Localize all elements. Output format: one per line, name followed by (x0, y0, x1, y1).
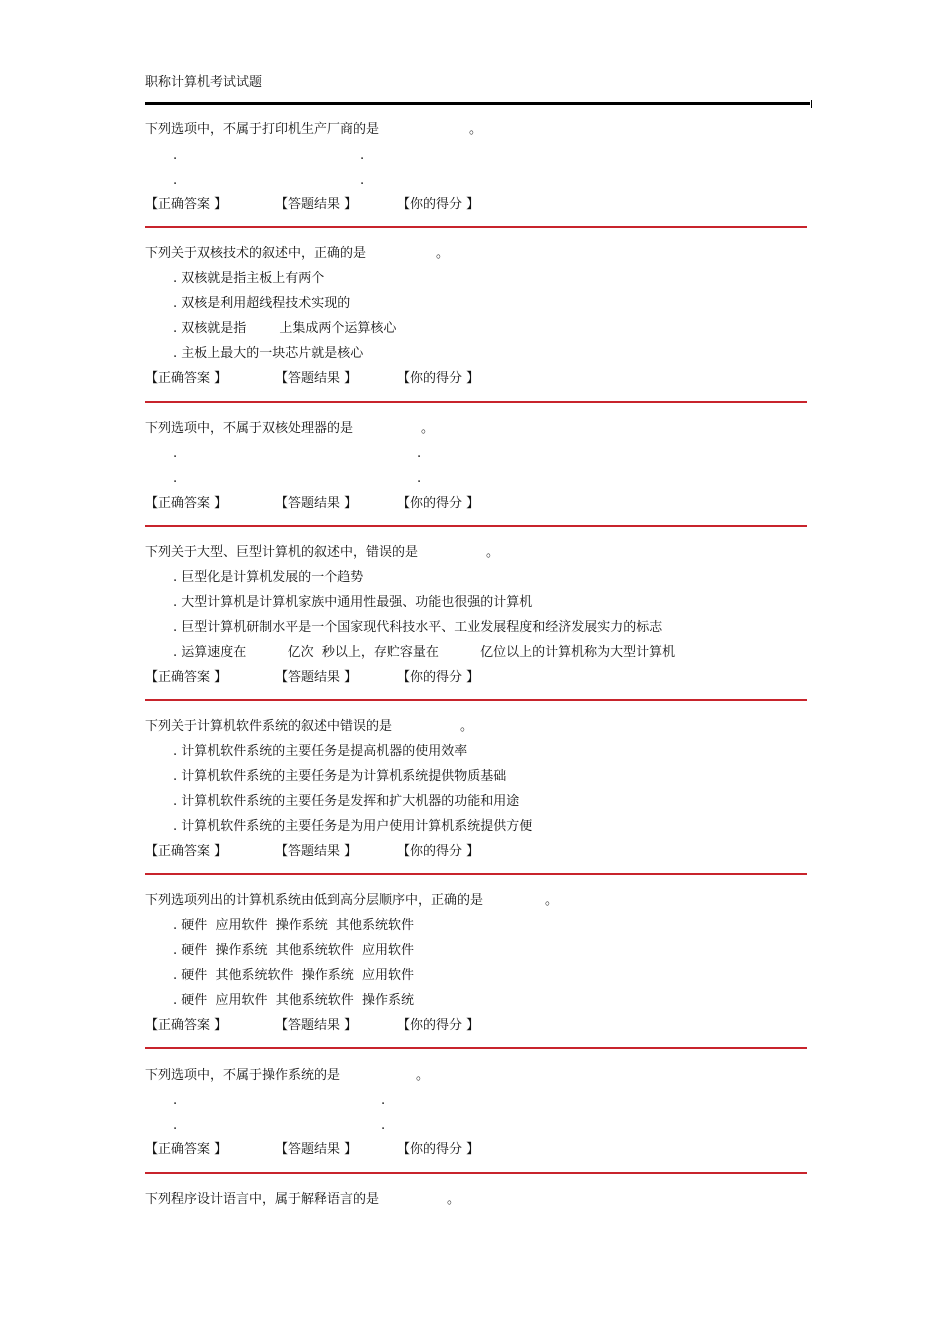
option-d[interactable]: . 运算速度在 亿次 秒以上，存贮容量在 亿位以上的计算机称为大型计算机 (173, 645, 676, 660)
option-b[interactable]: . 计算机软件系统的主要任务是为计算机系统提供物质基础 (173, 769, 507, 784)
score-label: 【你的得分 】 (397, 1018, 480, 1033)
question-stem: 下列程序设计语言中，属于解释语言的是 。 (145, 1192, 461, 1207)
option-d[interactable]: . (360, 173, 365, 188)
score-label: 【你的得分 】 (397, 197, 480, 212)
score-label: 【你的得分 】 (397, 844, 480, 859)
question-stem: 下列选项列出的计算机系统由低到高分层顺序中，正确的是 。 (145, 893, 559, 908)
separator-rule (145, 226, 807, 228)
correct-answer-label: 【正确答案 】 (145, 670, 228, 685)
score-label: 【你的得分 】 (397, 371, 480, 386)
option-b[interactable]: . (381, 1093, 386, 1108)
answer-result-label: 【答题结果 】 (275, 1142, 358, 1157)
separator-rule (145, 1172, 807, 1174)
question-stem: 下列关于计算机软件系统的叙述中错误的是 。 (145, 719, 474, 734)
option-b[interactable]: . 双核是利用超线程技术实现的 (173, 296, 351, 311)
option-c[interactable]: . (173, 173, 178, 188)
option-c[interactable]: . (173, 1118, 178, 1133)
option-c[interactable]: . 硬件 其他系统软件 操作系统 应用软件 (173, 968, 415, 983)
header-rule (145, 102, 810, 105)
separator-rule (145, 1047, 807, 1049)
header-title: 职称计算机考试试题 (145, 75, 263, 90)
answer-result-label: 【答题结果 】 (275, 371, 358, 386)
correct-answer-label: 【正确答案 】 (145, 844, 228, 859)
correct-answer-label: 【正确答案 】 (145, 371, 228, 386)
question-stem: 下列关于双核技术的叙述中，正确的是 。 (145, 246, 450, 261)
correct-answer-label: 【正确答案 】 (145, 197, 228, 212)
option-c[interactable]: . 计算机软件系统的主要任务是发挥和扩大机器的功能和用途 (173, 794, 520, 809)
option-a[interactable]: . 双核就是指主板上有两个 (173, 271, 325, 286)
option-a[interactable]: . (173, 148, 178, 163)
answer-result-label: 【答题结果 】 (275, 1018, 358, 1033)
option-d[interactable]: . 主板上最大的一块芯片就是核心 (173, 346, 364, 361)
option-b[interactable]: . 硬件 操作系统 其他系统软件 应用软件 (173, 943, 415, 958)
option-d[interactable]: . 计算机软件系统的主要任务是为用户使用计算机系统提供方便 (173, 819, 533, 834)
answer-result-label: 【答题结果 】 (275, 844, 358, 859)
correct-answer-label: 【正确答案 】 (145, 1142, 228, 1157)
score-label: 【你的得分 】 (397, 1142, 480, 1157)
option-d[interactable]: . 硬件 应用软件 其他系统软件 操作系统 (173, 993, 415, 1008)
option-d[interactable]: . (417, 471, 422, 486)
option-a[interactable]: . (173, 446, 178, 461)
option-c[interactable]: . 巨型计算机研制水平是一个国家现代科技水平、工业发展程度和经济发展实力的标志 (173, 620, 663, 635)
option-a[interactable]: . (173, 1093, 178, 1108)
option-d[interactable]: . (381, 1118, 386, 1133)
option-c[interactable]: . (173, 471, 178, 486)
option-a[interactable]: . 巨型化是计算机发展的一个趋势 (173, 570, 364, 585)
correct-answer-label: 【正确答案 】 (145, 1018, 228, 1033)
answer-result-label: 【答题结果 】 (275, 496, 358, 511)
score-label: 【你的得分 】 (397, 496, 480, 511)
question-stem: 下列选项中，不属于双核处理器的是 。 (145, 421, 435, 436)
option-b[interactable]: . (417, 446, 422, 461)
separator-rule (145, 525, 807, 527)
score-label: 【你的得分 】 (397, 670, 480, 685)
answer-result-label: 【答题结果 】 (275, 197, 358, 212)
question-stem: 下列选项中，不属于操作系统的是 。 (145, 1068, 430, 1083)
option-b[interactable]: . (360, 148, 365, 163)
answer-result-label: 【答题结果 】 (275, 670, 358, 685)
option-c[interactable]: . 双核就是指 上集成两个运算核心 (173, 321, 397, 336)
option-a[interactable]: . 硬件 应用软件 操作系统 其他系统软件 (173, 918, 415, 933)
separator-rule (145, 401, 807, 403)
question-stem: 下列选项中，不属于打印机生产厂商的是 。 (145, 122, 483, 137)
separator-rule (145, 699, 807, 701)
question-stem: 下列关于大型、巨型计算机的叙述中，错误的是 。 (145, 545, 500, 560)
option-a[interactable]: . 计算机软件系统的主要任务是提高机器的使用效率 (173, 744, 468, 759)
correct-answer-label: 【正确答案 】 (145, 496, 228, 511)
separator-rule (145, 873, 807, 875)
option-b[interactable]: . 大型计算机是计算机家族中通用性最强、功能也很强的计算机 (173, 595, 533, 610)
